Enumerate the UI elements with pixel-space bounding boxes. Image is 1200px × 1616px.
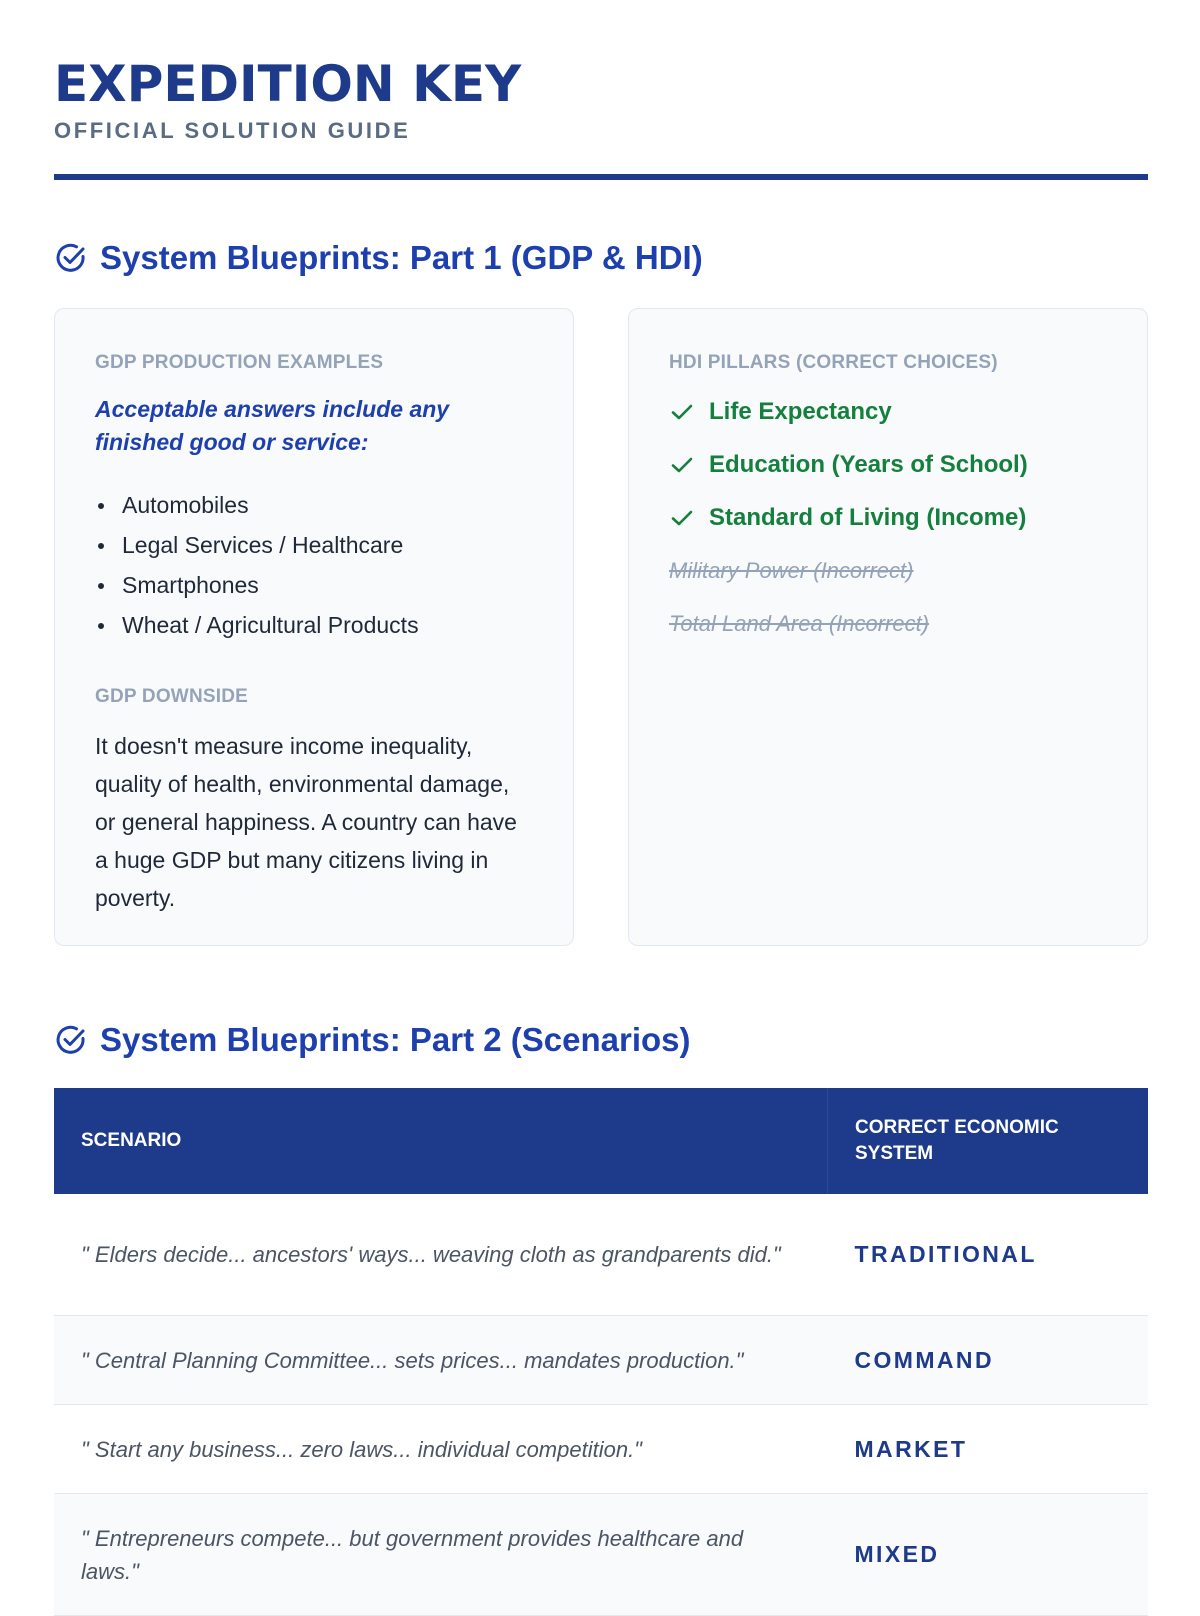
system-cell: TRADITIONAL <box>828 1194 1149 1316</box>
page-subtitle: OFFICIAL SOLUTION GUIDE <box>54 118 411 143</box>
checkmark-icon <box>669 452 695 478</box>
hdi-pillar-label: Life Expectancy <box>709 397 892 425</box>
bullet-dot <box>98 503 104 509</box>
hdi-pillars-list <box>669 385 1107 650</box>
column-header-scenario: SCENARIO <box>54 1088 828 1194</box>
bullet-dot <box>98 583 104 589</box>
hdi-card <box>628 308 1148 946</box>
gdp-examples-list <box>95 485 533 645</box>
gdp-example: Legal Services / Healthcare <box>122 532 404 558</box>
table-row <box>54 1316 1148 1405</box>
gdp-downside-text: It doesn't measure income inequality, quality of health, environmental damage, or general happiness. A country can have a huge GDP but many citizens living in poverty. <box>95 733 517 911</box>
checkmark-icon <box>669 399 695 425</box>
gdp-examples-label: GDP PRODUCTION EXAMPLES <box>95 352 384 373</box>
check-circle-icon <box>54 1023 88 1057</box>
hdi-correct-item <box>669 438 1107 491</box>
scenario-cell: " Entrepreneurs compete... but government provides healthcare and laws." <box>54 1494 828 1616</box>
check-circle-icon <box>54 241 88 275</box>
page-header <box>54 54 1148 148</box>
system-cell: MARKET <box>828 1405 1149 1494</box>
hdi-incorrect-item: Military Power (Incorrect) <box>669 557 914 583</box>
section1-heading <box>54 238 703 278</box>
bullet-dot <box>98 623 104 629</box>
checkmark-icon <box>669 505 695 531</box>
table-header-row <box>54 1088 1148 1194</box>
table-row <box>54 1494 1148 1616</box>
bullet-dot <box>98 543 104 549</box>
header-divider <box>54 174 1148 180</box>
system-cell: COMMAND <box>828 1316 1149 1405</box>
gdp-example: Automobiles <box>122 492 249 518</box>
gdp-example: Smartphones <box>122 572 259 598</box>
gdp-card <box>54 308 574 946</box>
gdp-example: Wheat / Agricultural Products <box>122 612 419 638</box>
section2-title: System Blueprints: Part 2 (Scenarios) <box>100 1021 691 1058</box>
hdi-correct-item <box>669 491 1107 544</box>
page-title: EXPEDITION KEY <box>54 55 522 113</box>
scenario-cell: " Start any business... zero laws... individual competition." <box>54 1405 828 1494</box>
section2-heading <box>54 1020 691 1060</box>
section1-title: System Blueprints: Part 1 (GDP & HDI) <box>100 239 703 276</box>
scenario-cell: " Elders decide... ancestors' ways... weaving cloth as grandparents did." <box>54 1194 828 1316</box>
gdp-downside-label: GDP DOWNSIDE <box>95 686 249 707</box>
scenario-cell: " Central Planning Committee... sets prices... mandates production." <box>54 1316 828 1405</box>
table-row <box>54 1194 1148 1316</box>
hdi-pillar-label: Standard of Living (Income) <box>709 503 1027 531</box>
table-row <box>54 1405 1148 1494</box>
gdp-note: Acceptable answers include any finished good or service: <box>95 396 450 455</box>
hdi-pillar-label: Education (Years of School) <box>709 450 1028 478</box>
scenarios-table <box>54 1088 1148 1616</box>
hdi-correct-item <box>669 385 1107 438</box>
list-item <box>95 485 533 525</box>
hdi-incorrect-item: Total Land Area (Incorrect) <box>669 610 930 636</box>
list-item <box>95 605 533 645</box>
list-item <box>95 565 533 605</box>
column-header-system: CORRECT ECONOMIC SYSTEM <box>828 1088 1149 1194</box>
system-cell: MIXED <box>828 1494 1149 1616</box>
list-item <box>95 525 533 565</box>
hdi-pillars-label: HDI PILLARS (CORRECT CHOICES) <box>669 352 998 373</box>
